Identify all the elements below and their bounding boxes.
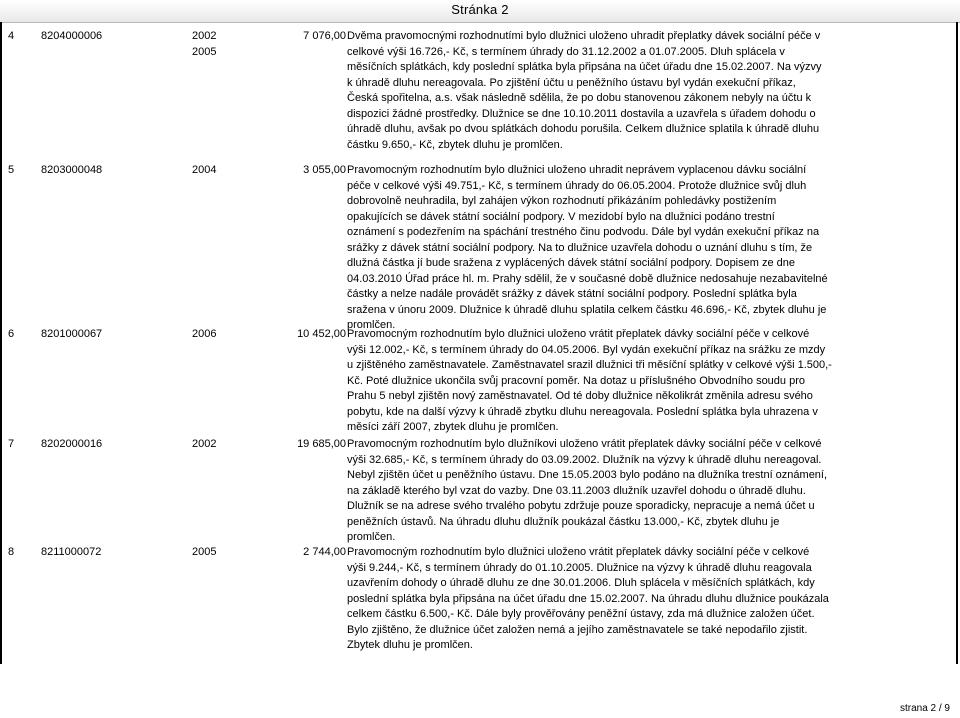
description-line: Pravomocným rozhodnutím bylo dlužníkovi uloženo vrátit přeplatek dávky sociální péče v celkové <box>347 438 822 450</box>
record-id: 8202000016 <box>41 438 103 450</box>
description-line: Pravomocným rozhodnutím bylo dlužnici uloženo uhradit neprávem vyplacenou dávku sociální <box>347 164 807 176</box>
record-description <box>347 163 853 334</box>
description-line: výši 32.685,- Kč, s termínem úhrady do 03.09.2002. Dlužník na výzvy k úhradě dluhu nereagoval. <box>347 453 822 466</box>
record-years: 2004 <box>192 164 217 176</box>
description-line: srážky z dávek státní sociální podpory. Na to dlužnice uzavřela dohodu o uznání dluhu s tím, že <box>347 241 813 254</box>
description-line: uzavřením dohody o úhradě dluhu ze dne 30.01.2006. Dluh splácela v měsíčních splátkách, kdy <box>347 577 815 589</box>
description-line: výši 9.244,- Kč, s termínem úhrady do 01.10.2005. Dlužnice na výzvy k úhradě dluhu reagovala <box>347 561 812 574</box>
record-number: 5 <box>8 164 15 176</box>
description-line: Pravomocným rozhodnutím bylo dlužnici uloženo vrátit přeplatek dávky sociální péče v celkové <box>347 328 810 340</box>
description-line: částky a nelze nadále provádět srážky z dávek státní sociální podpory. Poslední splátka byla <box>347 288 797 300</box>
description-line: Nebyl zjištěn účet u peněžního ústavu. Dne 15.05.2003 bylo podáno na dlužníka trestní oznámení, <box>347 469 828 481</box>
description-line: Česká spořitelna, a.s. však následně sdělila, že po dobu stanovenou zákonem nebyly na účtu k <box>347 92 812 104</box>
description-line: dlužná částka jí bude sražena z vyplácených dávek státní sociální podpory. Dopisem ze dne <box>347 257 795 269</box>
description-line: částku 9.650,- Kč, zbytek dluhu je promlčen. <box>347 138 563 151</box>
description-line: dobrovolně neuhradila, byl zahájen výkon rozhodnutí přikázáním pohledávky postižením <box>347 195 777 207</box>
description-line: Dvěma pravomocnými rozhodnutími bylo dlužnici uloženo uhradit přeplatky dávek sociální péče v <box>347 30 821 42</box>
description-line: Prahu 5 nebyl zjištěn nový zaměstnavatel. Od té doby dlužnice několikrát změnila adresu svého <box>347 390 813 402</box>
description-line: sražena v únoru 2009. Dlužnice k úhradě dluhu splatila celkem částku 46.696,- Kč, zbytek dluhu je <box>347 303 827 316</box>
description-line: péče v celkové výši 49.751,- Kč, s termínem úhrady do 06.05.2004. Protože dlužnice svůj dluh <box>347 179 807 192</box>
record-number: 6 <box>8 328 15 340</box>
description-line: Dlužník se na adrese svého trvalého pobytu zdržuje pouze sporadicky, nepracuje a nemá účet u <box>347 500 815 512</box>
record-description <box>347 545 853 654</box>
description-line: dispozici žádné prostředky. Dlužnice se dne 10.10.2011 dostavila a uzavřela s úřadem dohodu o <box>347 107 816 120</box>
record-id: 8201000067 <box>41 328 103 340</box>
page-header <box>0 0 960 23</box>
record-years: 2005 <box>192 546 217 558</box>
record-number: 7 <box>8 438 15 450</box>
record-description <box>347 29 854 153</box>
description-line: Bylo zjištěno, že dlužnice účet založen nemá a jejího zaměstnavatele se také nepodařilo zjistit. <box>347 623 808 636</box>
record-years: 2002 <box>192 438 217 450</box>
record-id: 8211000072 <box>41 546 102 558</box>
description-line: úhradě dluhu, avšak po dvou splátkách dohodu porušila. Celkem dlužnice splatila k úhradě dluhu <box>347 123 820 135</box>
description-line: celkové výši 16.726,- Kč, s termínem úhrady do 31.12.2002 a 01.07.2005. Dluh splácela v <box>347 45 785 58</box>
record-amount: 19 685,00 <box>297 438 346 450</box>
description-line: promlčen. <box>347 531 396 543</box>
table-right-border <box>956 22 958 664</box>
record-id: 8204000006 <box>41 30 103 42</box>
record-amount: 2 744,00 <box>303 546 346 558</box>
description-line: Kč. Poté dlužnice ukončila svůj pracovní poměr. Na dotaz u příslušného Obvodního soudu pro <box>347 374 805 387</box>
description-line: Zbytek dluhu je promlčen. <box>347 639 473 651</box>
description-line: k úhradě dluhu nereagovala. Po zjištění účtu u peněžního ústavu byl vydán exekuční příkaz, <box>347 76 796 89</box>
record-number: 4 <box>8 30 15 42</box>
record-description <box>347 437 853 546</box>
description-line: poslední splátka byla připsána na účet úřadu dne 15.02.2007. Na úhradu dluhu dlužnice poukázala <box>347 592 829 605</box>
description-line: peněžních ústavů. Na úhradu dluhu dlužník poukázal částku 13.000,- Kč, zbytek dluhu je <box>347 515 780 528</box>
description-line: u zjištěného zaměstnavatele. Zaměstnavatel srazil dlužnici tři měsíční splátky v celkové výši 1.500,- <box>347 359 832 371</box>
description-line: na základě kterého byl vzat do vazby. Dne 03.11.2003 dlužník uzavřel dohodu o úhradě dluhu. <box>347 484 806 497</box>
record-id: 8203000048 <box>41 164 103 176</box>
description-line: pobytu, kde na další výzvy k úhradě zbytku dluhu nereagovala. Poslední splátka byla uhrazena v <box>347 405 818 418</box>
description-line: Pravomocným rozhodnutím bylo dlužnici uloženo vrátit přeplatek dávky sociální péče v celkové <box>347 546 810 558</box>
record-number: 8 <box>8 546 15 558</box>
description-line: výši 12.002,- Kč, s termínem úhrady do 04.05.2006. Byl vydán exekuční příkaz na srážku ze mzdy <box>347 343 826 356</box>
description-line: měsíci září 2007, zbytek dluhu je promlčen. <box>347 421 559 433</box>
description-line: promlčen. <box>347 319 396 331</box>
page-title: Stránka 2 <box>451 2 509 17</box>
record-years: 2002 2005 <box>192 30 217 58</box>
description-line: 04.03.2010 Úřad práce hl. m. Prahy sdělil, že v současné době dlužnice nedosahuje nezabavitelné <box>347 272 828 285</box>
record-amount: 7 076,00 <box>303 30 346 42</box>
description-line: oznámení s podezřením na spáchání trestného činu podvodu. Dále byl vydán exekuční příkaz na <box>347 226 820 238</box>
record-years: 2006 <box>192 328 217 340</box>
record-amount: 10 452,00 <box>297 328 346 340</box>
description-line: celkem částku 6.500,- Kč. Dále byly prověřovány peněžní ústavy, zda má dlužnice založen účet. <box>347 608 815 620</box>
record-amount: 3 055,00 <box>303 164 346 176</box>
description-line: měsíčních splátkách, kdy poslední splátka byla připsána na účet úřadu dne 15.02.2007. Na výzvy <box>347 61 822 73</box>
table-left-border <box>0 22 2 664</box>
description-line: opakujících se dávek státní sociální podpory. V mezidobí bylo na dlužnici podáno trestní <box>347 210 775 223</box>
record-description <box>347 327 853 436</box>
page-number: strana 2 / 9 <box>899 703 950 714</box>
